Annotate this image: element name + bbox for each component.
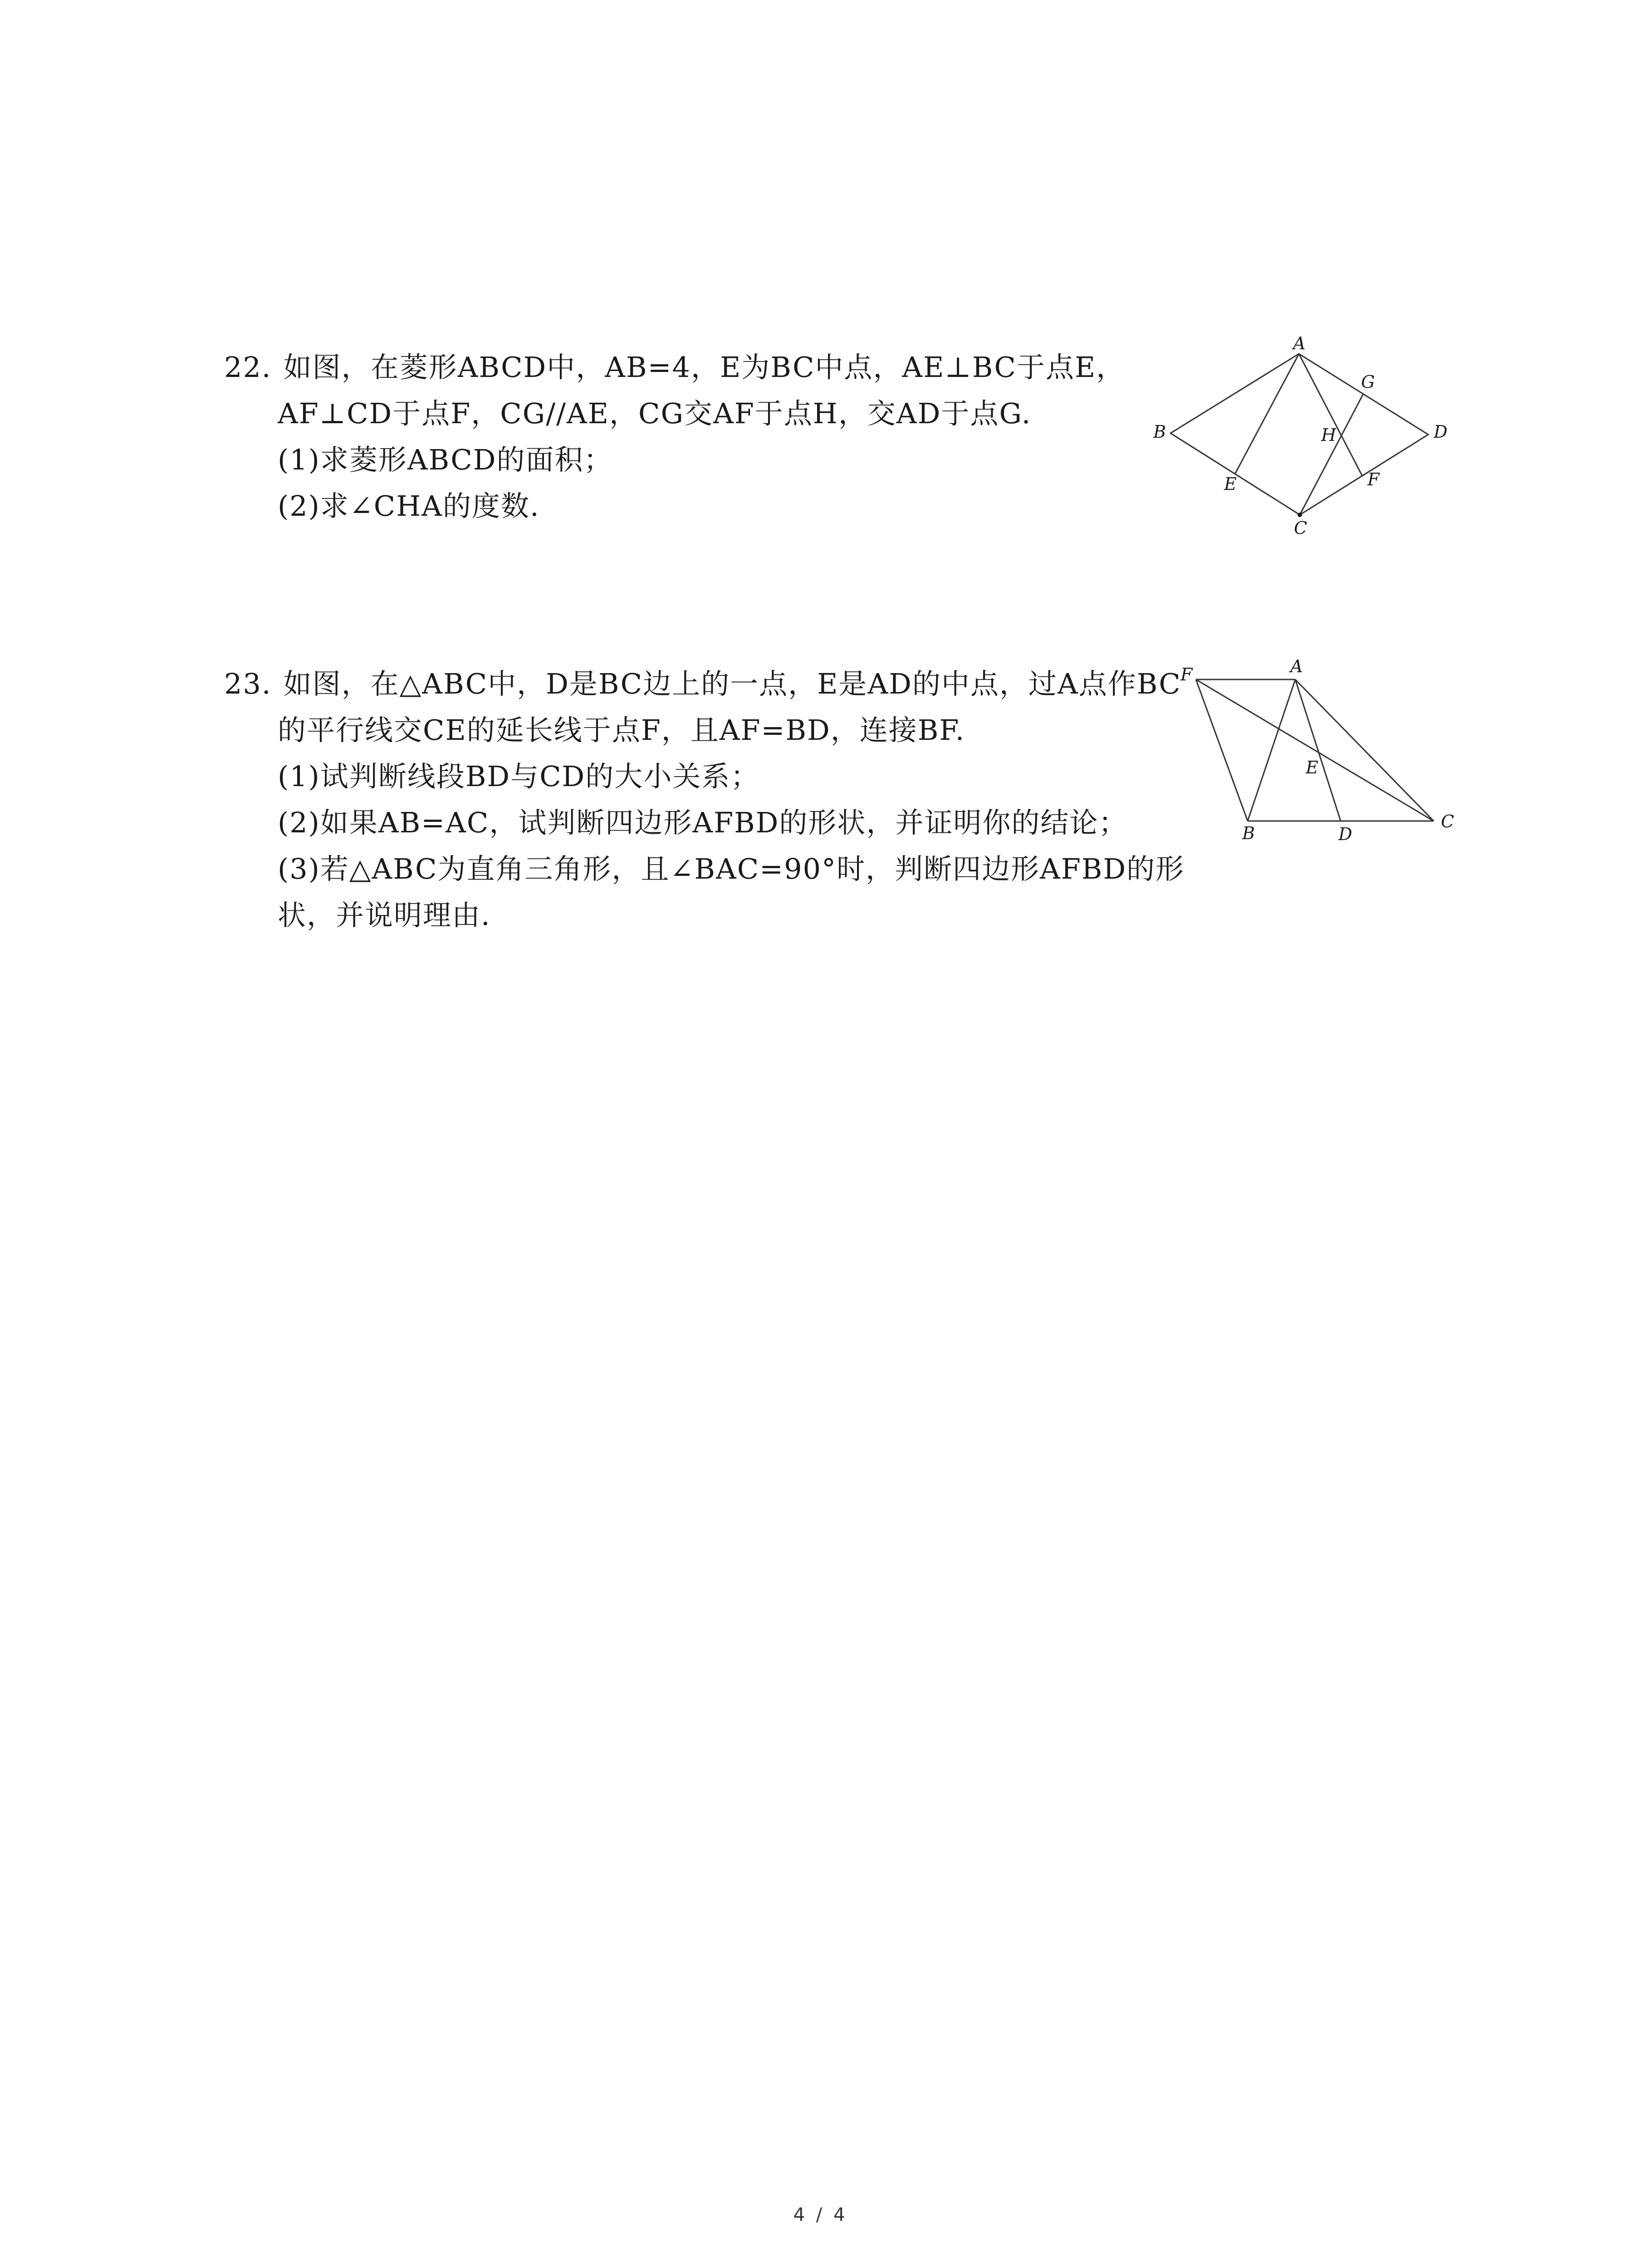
triangle-figure: [1180, 653, 1461, 846]
page-number: 4 / 4: [793, 2204, 848, 2225]
label-B: B: [1242, 823, 1255, 843]
segment-AB: [1248, 679, 1295, 821]
problem-23-line-1: [224, 666, 1181, 702]
segment-AD: [1295, 679, 1341, 821]
problem-22-question-1: (1)求菱形ABCD的面积；: [278, 443, 613, 476]
label-A: A: [1290, 656, 1303, 676]
segment-CG: [1300, 394, 1363, 515]
problem-22-number: 22.: [224, 351, 272, 384]
rhombus-diagram: [1152, 333, 1452, 538]
segment-FB: [1196, 679, 1248, 821]
rhombus-outline: [1171, 354, 1428, 515]
label-C: C: [1294, 518, 1308, 538]
label-A: A: [1293, 333, 1306, 353]
problem-23-line-2: 的平行线交CE的延长线于点F，且AF=BD，连接BF.: [278, 714, 965, 747]
problem-23-question-3: (3)若△ABC为直角三角形，且∠BAC=90°时，判断四边形AFBD的形: [278, 852, 1185, 885]
label-B: B: [1153, 422, 1166, 442]
label-F: F: [1367, 469, 1380, 489]
triangle-diagram: [1180, 653, 1461, 844]
problem-22-text-1: 如图，在菱形ABCD中，AB=4，E为BC中点，AE⊥BC于点E，: [283, 351, 1126, 384]
problem-22-line-1: [224, 349, 1125, 386]
problem-23-number: 23.: [224, 667, 272, 700]
label-D: D: [1338, 824, 1352, 844]
problem-23-question-1: (1)试判断线段BD与CD的大小关系；: [278, 760, 760, 793]
rhombus-lines: [1171, 354, 1428, 515]
triangle-lines: [1196, 679, 1434, 821]
problem-22-question-2: (2)求∠CHA的度数.: [278, 489, 540, 523]
label-C: C: [1441, 811, 1455, 831]
problem-23-question-3-cont: 状，并说明理由.: [278, 899, 491, 932]
label-E: E: [1306, 758, 1318, 777]
label-G: G: [1361, 372, 1375, 392]
label-E: E: [1224, 474, 1237, 494]
problem-23-text-1: 如图，在△ABC中，D是BC边上的一点，E是AD的中点，过A点作BC: [283, 667, 1181, 700]
segment-AE: [1235, 354, 1299, 474]
label-D: D: [1434, 422, 1448, 442]
problem-23-question-2: (2)如果AB=AC，试判断四边形AFBD的形状，并证明你的结论；: [278, 806, 1128, 839]
problem-22-line-2: AF⊥CD于点F，CG//AE，CG交AF于点H，交AD于点G.: [278, 397, 1032, 430]
label-F: F: [1181, 665, 1193, 684]
label-H: H: [1321, 425, 1337, 445]
rhombus-figure: [1152, 333, 1452, 538]
segment-FC: [1196, 679, 1434, 821]
point-C-dot: [1298, 513, 1302, 517]
